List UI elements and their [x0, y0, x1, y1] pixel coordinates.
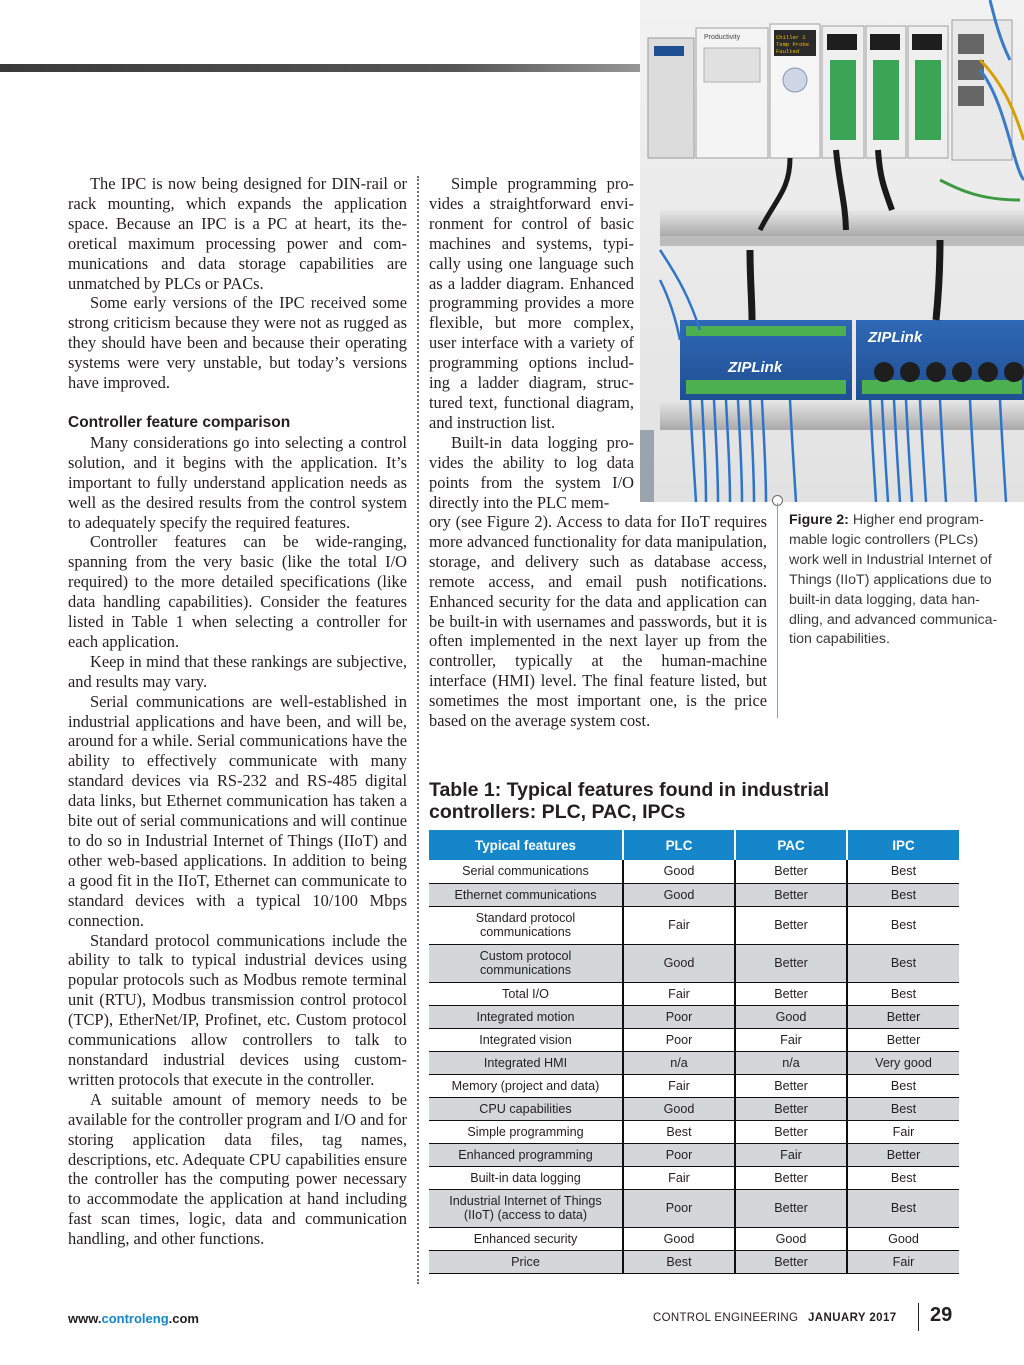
body-paragraph: Some early versions of the IPC received some strong criticism because they were not as rugged as they should have been and because their operating systems were very unstable, but today’s versions have improved.	[68, 293, 407, 393]
feature-cell: Enhanced security	[429, 1227, 623, 1250]
table-row	[429, 944, 959, 982]
table-row	[429, 1074, 959, 1097]
pac-cell: Good	[735, 1227, 847, 1250]
plc-cell: Good	[623, 883, 735, 906]
column-header-features: Typical features	[429, 830, 623, 860]
ipc-cell: Best	[847, 1097, 959, 1120]
body-paragraph: Controller features can be wide-ranging, spanning from the very basic (like the total I/O required) to the more detailed specifications (like data handling capabilities). Consider the features listed in Table 1 when selecting a controller for each application.	[68, 532, 407, 651]
body-paragraph: ory (see Figure 2). Access to data for IIoT requires more advanced functionality for data manipulation, storage, and delivery such as database access, remote access, and email push notifications. Enhanced security for the data and application can be built-in with usernames and passwords, but it is often implemented in the next layer up from the controller, typically at the human-machine interface (HMI) level. The final feature listed, but sometimes the most important one, is the price based on the average system cost.	[429, 512, 767, 731]
table-row	[429, 1143, 959, 1166]
feature-cell: Price	[429, 1250, 623, 1273]
feature-cell: Integrated HMI	[429, 1051, 623, 1074]
plc-cell: Good	[623, 1097, 735, 1120]
issue-date: JANUARY 2017	[808, 1312, 897, 1324]
ipc-cell: Better	[847, 1005, 959, 1028]
figure-2-photo	[640, 0, 1024, 502]
plc-rack	[648, 20, 1012, 160]
table-row	[429, 982, 959, 1005]
pac-cell: Good	[735, 1005, 847, 1028]
feature-cell: Ethernet communications	[429, 883, 623, 906]
url-prefix: www.	[68, 1311, 102, 1326]
table-row	[429, 883, 959, 906]
pac-cell: Fair	[735, 1143, 847, 1166]
pac-cell: Better	[735, 860, 847, 883]
url-suffix: .com	[168, 1311, 199, 1326]
table-title: Table 1: Typical features found in industrial controllers: PLC, PAC, IPCs	[429, 779, 830, 823]
ipc-cell: Best	[847, 982, 959, 1005]
ipc-cell: Fair	[847, 1120, 959, 1143]
body-paragraph: Serial communications are well-established in industrial applications and have been, and will be, around for a while. Serial communications have the ability to effectively communicate with many standard devices via RS-232 and RS-485 digital data links, but Ethernet communication has taken a bite out of serial communications and will continue to do so in Industrial Internet of Things (IIoT) and other web-based applications. In addition to being a good fit in the IIoT, Ethernet can communicate to standard devices with a typical 10/100 Mbps connection.	[68, 691, 407, 930]
feature-cell: Enhanced programming	[429, 1143, 623, 1166]
ipc-cell: Better	[847, 1143, 959, 1166]
plc-cell: Fair	[623, 1074, 735, 1097]
pac-cell: Better	[735, 1189, 847, 1227]
features-table	[429, 830, 959, 1274]
brand-label-1: ZIPLink	[728, 359, 783, 376]
ipc-cell: Best	[847, 906, 959, 944]
ipc-cell: Very good	[847, 1051, 959, 1074]
plc-cell: n/a	[623, 1051, 735, 1074]
pac-cell: Better	[735, 883, 847, 906]
ipc-cell: Best	[847, 1166, 959, 1189]
feature-cell: CPU capabilities	[429, 1097, 623, 1120]
column-header-pac: PAC	[735, 830, 847, 860]
feature-cell: Memory (project and data)	[429, 1074, 623, 1097]
figure-caption-text: Higher end programmable logic controllers (PLCs) work well in Industrial Internet of Things (IIoT) applications due to built-in data logging, data handling, and advanced communication capabilities.	[789, 512, 998, 648]
footer-separator	[918, 1303, 919, 1331]
ipc-cell: Fair	[847, 1250, 959, 1273]
magazine-name: CONTROL ENGINEERING	[653, 1312, 799, 1324]
table-row	[429, 1189, 959, 1227]
plc-cell: Poor	[623, 1189, 735, 1227]
display-line-2: Temp Probe	[776, 41, 810, 48]
table-row	[429, 1227, 959, 1250]
table-row	[429, 860, 959, 883]
ipc-cell: Best	[847, 1074, 959, 1097]
plc-cell: Fair	[623, 1166, 735, 1189]
header-rule	[0, 64, 650, 72]
pac-cell: Better	[735, 1097, 847, 1120]
feature-cell: Simple programming	[429, 1120, 623, 1143]
pac-cell: Better	[735, 1074, 847, 1097]
plc-cell: Fair	[623, 982, 735, 1005]
ipc-cell: Better	[847, 1028, 959, 1051]
ipc-cell: Good	[847, 1227, 959, 1250]
ipc-cell: Best	[847, 883, 959, 906]
body-paragraph: Keep in mind that these rankings are subjective, and results may vary.	[68, 651, 407, 691]
feature-cell: Integrated vision	[429, 1028, 623, 1051]
column-2-upper	[429, 174, 634, 512]
pac-cell: Better	[735, 1120, 847, 1143]
column-2-lower	[429, 512, 767, 731]
ipc-cell: Best	[847, 860, 959, 883]
ipc-cell: Best	[847, 944, 959, 982]
plc-cell: Good	[623, 1227, 735, 1250]
page-number: 29	[930, 1304, 953, 1326]
table-row	[429, 1028, 959, 1051]
table-header-row	[429, 830, 959, 860]
column-header-ipc: IPC	[847, 830, 959, 860]
figure-callout-line	[777, 503, 778, 718]
feature-cell: Serial communications	[429, 860, 623, 883]
plc-cell: Fair	[623, 906, 735, 944]
pac-cell: Better	[735, 944, 847, 982]
body-paragraph: Standard protocol communications include the ability to talk to typical industrial devices using popular protocols such as Modbus remote terminal unit (RTU), Modbus transmission control protocol (TCP), EtherNet/IP, Profinet, etc. Custom protocol communications allow controllers to talk to nonstandard industrial devices using custom-written protocols that execute in the controller.	[68, 930, 407, 1089]
figure-caption	[789, 511, 1009, 650]
plc-cell: Best	[623, 1120, 735, 1143]
feature-cell: Total I/O	[429, 982, 623, 1005]
column-divider	[417, 176, 419, 1284]
table-row	[429, 1250, 959, 1273]
feature-cell: Custom protocol communications	[429, 944, 623, 982]
url-brand: controleng	[101, 1311, 169, 1326]
plc-cell: Good	[623, 944, 735, 982]
pac-cell: n/a	[735, 1051, 847, 1074]
body-paragraph: The IPC is now being designed for DIN-rail or rack mounting, which expands the application space. Because an IPC is a PC at heart, its theoretical maximum processing power and communications and data storage capabilities are unmatched by PLCs or PACs.	[68, 174, 407, 293]
plc-cell: Poor	[623, 1143, 735, 1166]
pac-cell: Better	[735, 906, 847, 944]
column-1	[68, 174, 407, 1249]
plc-cell: Best	[623, 1250, 735, 1273]
section-heading: Controller feature comparison	[68, 413, 291, 431]
table-row	[429, 1097, 959, 1120]
ipc-cell: Best	[847, 1189, 959, 1227]
plc-cell: Poor	[623, 1005, 735, 1028]
figure-label: Figure 2:	[789, 512, 849, 528]
table-row	[429, 1120, 959, 1143]
feature-cell: Built-in data logging	[429, 1166, 623, 1189]
table-row	[429, 1051, 959, 1074]
body-paragraph: Simple programming provides a straightforward environment for control of basic machines and systems, typically using one language such as a ladder diagram. Enhanced programming provides a more flexible, but more complex, user interface with a variety of programming options including a ladder diagram, structured text, functional diagram, and instruction list.	[429, 174, 634, 432]
column-header-plc: PLC	[623, 830, 735, 860]
feature-cell: Standard protocol communications	[429, 906, 623, 944]
feature-cell: Industrial Internet of Things (IIoT) (access to data)	[429, 1189, 623, 1227]
plc-cell: Poor	[623, 1028, 735, 1051]
display-line-3: Faulted	[776, 48, 800, 55]
display-line-1: Chiller 2	[776, 34, 806, 41]
table-row	[429, 1005, 959, 1028]
body-paragraph: A suitable amount of memory needs to be available for the controller program and I/O and for storing application data files, tag names, descriptions, etc. Adequate CPU capabilities ensure the controller has the computing power necessary to accommodate the application at hand including fast scan times, logic, data and communication handling, and other functions.	[68, 1089, 407, 1249]
device-label: Productivity	[704, 34, 741, 41]
body-paragraph: Many considerations go into selecting a control solution, and it begins with the application. It’s important to fully understand application needs as well as the desired results from the control system to adequately specify the required features.	[68, 432, 407, 532]
pac-cell: Better	[735, 982, 847, 1005]
brand-label-2: ZIPLink	[868, 329, 923, 346]
table-row	[429, 906, 959, 944]
pac-cell: Better	[735, 1166, 847, 1189]
pac-cell: Better	[735, 1250, 847, 1273]
plc-cell: Good	[623, 860, 735, 883]
terminal-boards	[680, 320, 1024, 400]
website-link[interactable]	[68, 1311, 199, 1326]
body-paragraph: Built-in data logging provides the ability to log data points from the system I/O directly into the PLC mem-	[429, 432, 634, 512]
feature-cell: Integrated motion	[429, 1005, 623, 1028]
pac-cell: Fair	[735, 1028, 847, 1051]
table-row	[429, 1166, 959, 1189]
